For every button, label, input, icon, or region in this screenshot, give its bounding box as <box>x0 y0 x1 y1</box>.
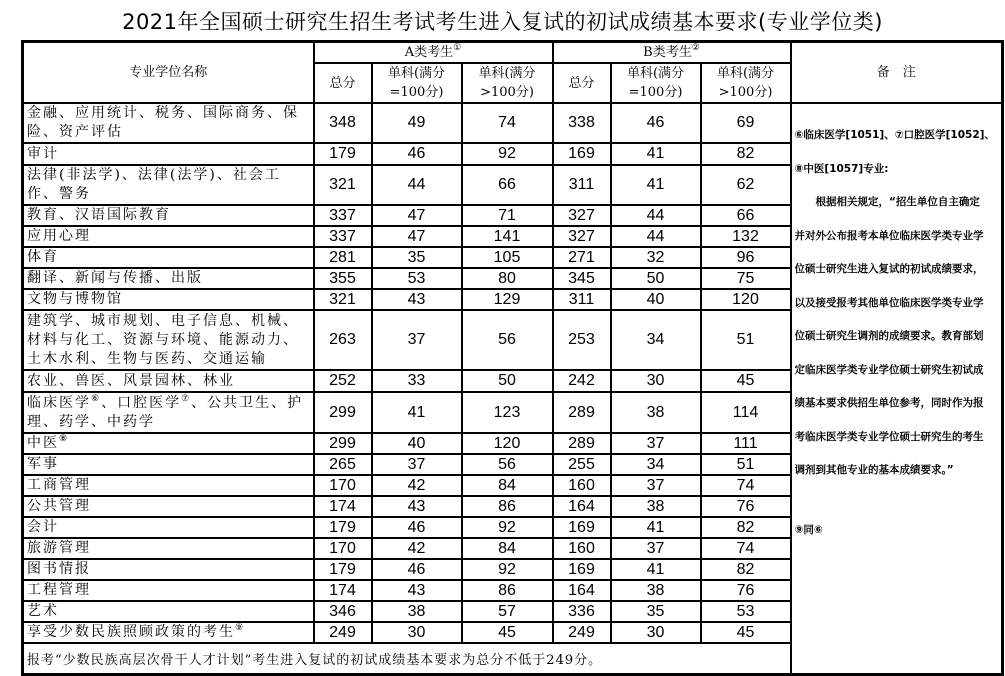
score-cell-a-s100: 42 <box>372 538 462 559</box>
footer-note: 报考“少数民族高层次骨干人才计划”考生进入复试的初试成绩基本要求为总分不低于249分。 <box>23 643 791 674</box>
major-name-cell: 农业、兽医、风景园林、林业 <box>23 370 314 392</box>
note-line: ⑧中医[1057]专业: <box>794 162 889 175</box>
header-b-single-100: 单科(满分 =100分) <box>611 63 701 103</box>
score-cell-a-total: 265 <box>314 454 372 475</box>
score-cell-b-sgt: 82 <box>701 559 791 580</box>
score-cell-b-total: 255 <box>553 454 611 475</box>
page-title: 2021年全国硕士研究生招生考试考生进入复试的初试成绩基本要求(专业学位类) <box>122 10 883 34</box>
score-cell-b-total: 169 <box>553 143 611 165</box>
score-cell-b-s100: 50 <box>611 268 701 289</box>
score-cell-a-s100: 33 <box>372 370 462 392</box>
table-row <box>23 103 1003 143</box>
score-cell-b-s100: 35 <box>611 601 701 622</box>
note-line-extra: ⑨同⑥ <box>794 523 823 536</box>
score-cell-b-sgt: 96 <box>701 247 791 268</box>
major-name-cell: 公共管理 <box>23 496 314 517</box>
score-cell-a-total: 179 <box>314 143 372 165</box>
score-cell-a-s100: 43 <box>372 496 462 517</box>
score-cell-b-total: 169 <box>553 559 611 580</box>
score-cell-a-sgt: 71 <box>462 205 553 226</box>
score-cell-b-sgt: 114 <box>701 392 791 433</box>
header-a-single-100: 单科(满分 =100分) <box>372 63 462 103</box>
note-line: 根据相关规定，“招生单位自主确定 <box>794 196 980 208</box>
note-line: 以及接受报考其他单位临床医学类专业学 <box>794 296 984 309</box>
score-cell-a-sgt: 92 <box>462 559 553 580</box>
note-line: 位硕士研究生调剂的成绩要求。教育部划 <box>794 330 984 342</box>
major-name-cell: 翻译、新闻与传播、出版 <box>23 268 314 289</box>
major-name-cell: 应用心理 <box>23 226 314 247</box>
major-name-cell: 中医⑧ <box>23 433 314 454</box>
header-group-b: B类考生② <box>553 42 791 64</box>
major-name-cell: 教育、汉语国际教育 <box>23 205 314 226</box>
score-cell-a-total: 337 <box>314 226 372 247</box>
score-cell-a-sgt: 84 <box>462 538 553 559</box>
score-cell-b-total: 336 <box>553 601 611 622</box>
note-line: 调剂到其他专业的基本成绩要求。” <box>794 464 954 476</box>
header-group-a: A类考生① <box>314 42 553 64</box>
score-cell-b-sgt: 51 <box>701 454 791 475</box>
score-cell-a-s100: 43 <box>372 289 462 310</box>
score-cell-a-total: 281 <box>314 247 372 268</box>
score-cell-a-sgt: 57 <box>462 601 553 622</box>
score-cell-b-total: 289 <box>553 433 611 454</box>
major-name-cell: 体育 <box>23 247 314 268</box>
score-cell-b-total: 164 <box>553 580 611 601</box>
score-cell-a-sgt: 120 <box>462 433 553 454</box>
score-cell-a-total: 355 <box>314 268 372 289</box>
score-cell-b-s100: 41 <box>611 143 701 165</box>
header-major-name: 专业学位名称 <box>23 42 314 104</box>
note-line: 考临床医学类专业学位硕士研究生的考生 <box>794 430 984 443</box>
note-line: 绩基本要求供招生单位参考，同时作为报 <box>794 397 984 409</box>
score-cell-b-total: 345 <box>553 268 611 289</box>
score-cell-a-s100: 53 <box>372 268 462 289</box>
score-cell-a-total: 346 <box>314 601 372 622</box>
score-cell-b-total: 160 <box>553 538 611 559</box>
major-name-cell: 审计 <box>23 143 314 165</box>
score-cell-a-s100: 35 <box>372 247 462 268</box>
score-cell-a-sgt: 129 <box>462 289 553 310</box>
score-cell-a-total: 299 <box>314 392 372 433</box>
major-name-cell: 金融、应用统计、税务、国际商务、保险、资产评估 <box>23 103 314 143</box>
score-cell-b-total: 242 <box>553 370 611 392</box>
header-b-total: 总分 <box>553 63 611 103</box>
score-cell-a-total: 170 <box>314 538 372 559</box>
score-cell-a-total: 174 <box>314 580 372 601</box>
score-cell-a-s100: 46 <box>372 559 462 580</box>
score-cell-a-s100: 42 <box>372 475 462 496</box>
score-cell-a-s100: 37 <box>372 310 462 370</box>
score-cell-a-sgt: 123 <box>462 392 553 433</box>
header-b-single-gt100: 单科(满分 >100分) <box>701 63 791 103</box>
score-cell-a-s100: 49 <box>372 103 462 143</box>
score-cell-b-total: 169 <box>553 517 611 538</box>
score-cell-a-total: 179 <box>314 559 372 580</box>
score-cell-b-s100: 30 <box>611 370 701 392</box>
score-cell-b-sgt: 45 <box>701 370 791 392</box>
score-cell-b-sgt: 45 <box>701 622 791 643</box>
score-cell-a-total: 321 <box>314 289 372 310</box>
score-cell-a-sgt: 80 <box>462 268 553 289</box>
score-cell-a-sgt: 105 <box>462 247 553 268</box>
score-cell-a-total: 299 <box>314 433 372 454</box>
score-cell-a-sgt: 86 <box>462 496 553 517</box>
score-cell-a-s100: 44 <box>372 165 462 205</box>
score-cell-a-s100: 46 <box>372 143 462 165</box>
major-name-cell: 享受少数民族照顾政策的考生⑨ <box>23 622 314 643</box>
score-cell-b-total: 253 <box>553 310 611 370</box>
score-cell-a-sgt: 92 <box>462 517 553 538</box>
score-cell-a-sgt: 45 <box>462 622 553 643</box>
score-cell-a-s100: 37 <box>372 454 462 475</box>
score-cell-b-s100: 40 <box>611 289 701 310</box>
score-cell-a-s100: 47 <box>372 226 462 247</box>
score-cell-b-sgt: 82 <box>701 517 791 538</box>
score-cell-a-sgt: 56 <box>462 454 553 475</box>
score-cell-b-sgt: 51 <box>701 310 791 370</box>
note-line: 并对外公布报考本单位临床医学类专业学 <box>794 229 984 242</box>
major-name-cell: 法律(非法学)、法律(法学)、社会工作、警务 <box>23 165 314 205</box>
score-cell-b-s100: 38 <box>611 580 701 601</box>
score-cell-b-sgt: 62 <box>701 165 791 205</box>
score-cell-b-total: 311 <box>553 289 611 310</box>
header-notes: 备 注 <box>791 42 1003 104</box>
score-cell-b-s100: 41 <box>611 517 701 538</box>
score-cell-a-s100: 41 <box>372 392 462 433</box>
major-name-cell: 图书情报 <box>23 559 314 580</box>
score-cell-a-total: 249 <box>314 622 372 643</box>
score-cell-b-sgt: 53 <box>701 601 791 622</box>
score-cell-a-total: 321 <box>314 165 372 205</box>
score-cell-b-sgt: 66 <box>701 205 791 226</box>
score-cell-b-s100: 38 <box>611 496 701 517</box>
score-cell-b-total: 271 <box>553 247 611 268</box>
score-cell-a-s100: 47 <box>372 205 462 226</box>
major-name-cell: 文物与博物馆 <box>23 289 314 310</box>
score-cell-b-s100: 37 <box>611 475 701 496</box>
score-cell-b-s100: 41 <box>611 559 701 580</box>
score-cell-a-sgt: 50 <box>462 370 553 392</box>
score-cell-a-total: 337 <box>314 205 372 226</box>
score-cell-b-s100: 34 <box>611 310 701 370</box>
score-cell-b-sgt: 75 <box>701 268 791 289</box>
score-cell-a-s100: 40 <box>372 433 462 454</box>
major-name-cell: 工程管理 <box>23 580 314 601</box>
score-cell-b-total: 164 <box>553 496 611 517</box>
score-requirements-table <box>21 40 1004 676</box>
score-cell-a-total: 252 <box>314 370 372 392</box>
score-cell-b-total: 338 <box>553 103 611 143</box>
score-cell-b-total: 311 <box>553 165 611 205</box>
score-cell-a-sgt: 66 <box>462 165 553 205</box>
notes-cell <box>791 103 1003 674</box>
score-cell-b-sgt: 82 <box>701 143 791 165</box>
note-line: ⑥临床医学[1051]、⑦口腔医学[1052]、 <box>794 129 995 141</box>
major-name-cell: 建筑学、城市规划、电子信息、机械、材料与化工、资源与环境、能源动力、土木水利、生物与医药、交通运输 <box>23 310 314 370</box>
score-cell-b-sgt: 76 <box>701 496 791 517</box>
score-cell-a-total: 263 <box>314 310 372 370</box>
header-a-total: 总分 <box>314 63 372 103</box>
score-cell-b-total: 160 <box>553 475 611 496</box>
score-cell-b-s100: 38 <box>611 392 701 433</box>
score-cell-a-sgt: 86 <box>462 580 553 601</box>
score-cell-b-sgt: 74 <box>701 475 791 496</box>
score-cell-a-sgt: 92 <box>462 143 553 165</box>
score-cell-a-total: 174 <box>314 496 372 517</box>
score-cell-a-s100: 43 <box>372 580 462 601</box>
score-cell-a-sgt: 74 <box>462 103 553 143</box>
score-cell-a-sgt: 84 <box>462 475 553 496</box>
score-cell-b-s100: 30 <box>611 622 701 643</box>
score-cell-b-total: 249 <box>553 622 611 643</box>
score-cell-b-s100: 37 <box>611 433 701 454</box>
major-name-cell: 艺术 <box>23 601 314 622</box>
score-cell-b-s100: 46 <box>611 103 701 143</box>
score-cell-b-s100: 32 <box>611 247 701 268</box>
score-cell-a-total: 348 <box>314 103 372 143</box>
major-name-cell: 临床医学⑥、口腔医学⑦、公共卫生、护理、药学、中药学 <box>23 392 314 433</box>
score-cell-a-s100: 38 <box>372 601 462 622</box>
score-cell-a-sgt: 56 <box>462 310 553 370</box>
score-cell-b-s100: 34 <box>611 454 701 475</box>
score-cell-b-s100: 44 <box>611 205 701 226</box>
score-cell-b-sgt: 111 <box>701 433 791 454</box>
major-name-cell: 会计 <box>23 517 314 538</box>
score-cell-a-s100: 30 <box>372 622 462 643</box>
score-cell-b-sgt: 120 <box>701 289 791 310</box>
score-cell-b-total: 327 <box>553 226 611 247</box>
score-cell-b-total: 327 <box>553 205 611 226</box>
score-cell-a-total: 170 <box>314 475 372 496</box>
score-cell-b-sgt: 76 <box>701 580 791 601</box>
major-name-cell: 旅游管理 <box>23 538 314 559</box>
score-cell-b-sgt: 132 <box>701 226 791 247</box>
header-a-single-gt100: 单科(满分 >100分) <box>462 63 553 103</box>
score-cell-b-sgt: 69 <box>701 103 791 143</box>
score-cell-b-sgt: 74 <box>701 538 791 559</box>
score-cell-b-s100: 44 <box>611 226 701 247</box>
major-name-cell: 工商管理 <box>23 475 314 496</box>
note-line: 位硕士研究生进入复试的初试成绩要求， <box>794 263 984 275</box>
score-cell-a-total: 179 <box>314 517 372 538</box>
score-cell-a-s100: 46 <box>372 517 462 538</box>
score-cell-a-sgt: 141 <box>462 226 553 247</box>
major-name-cell: 军事 <box>23 454 314 475</box>
score-cell-b-total: 289 <box>553 392 611 433</box>
note-line: 定临床医学类专业学位硕士研究生初试成 <box>794 363 984 376</box>
score-cell-b-s100: 41 <box>611 165 701 205</box>
score-cell-b-s100: 37 <box>611 538 701 559</box>
